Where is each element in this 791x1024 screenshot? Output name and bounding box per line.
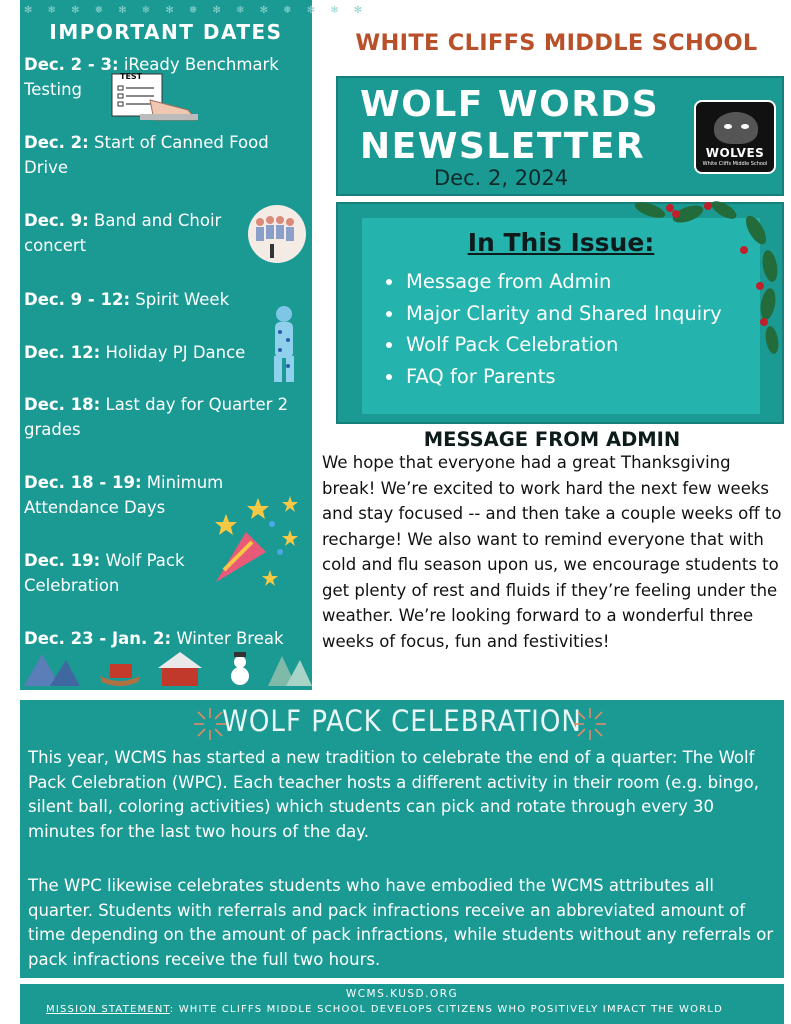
celebration-paragraph-2: The WPC likewise celebrates students who have embodied the WCMS attributes all quarter. Students with referrals and pack infractions receive an abbreviated amount of time depending on the amount of pack infractions, while students without any referrals or pack infractions receive the full two hours. [28, 876, 774, 969]
wolf-eye-icon [724, 124, 732, 129]
newsletter-title-box [336, 76, 784, 196]
test-label: TEST [120, 72, 143, 81]
date-item: Dec. 2: Start of Canned Food Drive [24, 133, 269, 177]
important-dates-title: IMPORTANT DATES [49, 20, 283, 44]
date-item: Dec. 2 - 3: iReady Benchmark Testing [24, 55, 279, 99]
wolf-face-icon [714, 112, 758, 144]
date-item: Dec. 12: Holiday PJ Dance [24, 343, 246, 362]
celebration-title: WOLF PACK CELEBRATION [222, 704, 582, 738]
issue-item: Wolf Pack Celebration [384, 329, 754, 361]
celebration-paragraph-1: This year, WCMS has started a new tradition to celebrate the end of a quarter: The Wolf Pack Celebration (WPC). Each teacher hosts a different activity in their room (e.g. bingo, silent ball, coloring activities) which students can pick and rotate through every 30 minutes for the last two hours of the day. [28, 748, 759, 841]
party-popper-icon [206, 492, 306, 592]
date-item: Dec. 18 - 19: Minimum Attendance Days [24, 473, 224, 517]
choir-icon [246, 204, 308, 264]
admin-message-body: We hope that everyone had a great Thanksgiving break! We’re excited to work hard the next few weeks and stay focused -- and then take a couple weeks off to recharge! We also want to remind everyone that with cold and flu season upon us, we encourage students to get plenty of rest and fluids if they’re feeling under the weather. We’re looking forward to a wonderful three weeks of focus, fun and festivities! [322, 453, 782, 651]
admin-message-heading: MESSAGE FROM ADMIN [423, 428, 681, 451]
school-name: WHITE CLIFFS MIDDLE SCHOOL [355, 30, 758, 56]
issue-item: Major Clarity and Shared Inquiry [384, 298, 754, 330]
wolf-eye-icon [741, 124, 749, 129]
mission-statement [46, 1004, 786, 1015]
wolf-pack-celebration-section [20, 700, 784, 978]
date-item: Dec. 23 - Jan. 2: Winter Break [24, 629, 284, 648]
newsletter-title-line2: NEWSLETTER [360, 126, 646, 167]
date-item: Dec. 9: Band and Choir concert [24, 211, 222, 255]
mission-label: MISSION STATEMENT [46, 1004, 170, 1015]
firework-icon [572, 706, 608, 742]
date-item: Dec. 19: Wolf Pack Celebration [24, 551, 185, 595]
issue-item: Message from Admin [384, 266, 754, 298]
holly-icon [620, 196, 790, 366]
footer [20, 984, 784, 1024]
logo-text: WOLVES [705, 146, 765, 160]
mission-text: : WHITE CLIFFS MIDDLE SCHOOL DEVELOPS CITIZENS WHO POSITIVELY IMPACT THE WORLD [169, 1004, 724, 1015]
snowflake-border: ✻ ❄ ✻ ❅ ✻ ❄ ✻ ❅ ✻ ❄ ✻ ❅ ✻ ❄ ✻ [24, 5, 369, 16]
website-link[interactable]: WCMS.KUSD.ORG [345, 988, 459, 1000]
important-dates-sidebar [20, 0, 369, 690]
wolves-logo [694, 100, 776, 174]
issue-item: FAQ for Parents [384, 361, 754, 393]
in-this-issue-title: In This Issue: [467, 228, 655, 257]
winter-scene-icons [20, 646, 312, 690]
pajama-person-icon [266, 304, 302, 386]
newsletter-date: Dec. 2, 2024 [434, 166, 569, 190]
newsletter-title [360, 84, 700, 168]
logo-subtext: White Cliffs Middle School [702, 161, 768, 167]
newsletter-title-line1: WOLF WORDS [360, 84, 660, 125]
date-item: Dec. 9 - 12: Spirit Week [24, 290, 230, 309]
date-item: Dec. 18: Last day for Quarter 2 grades [24, 395, 289, 439]
